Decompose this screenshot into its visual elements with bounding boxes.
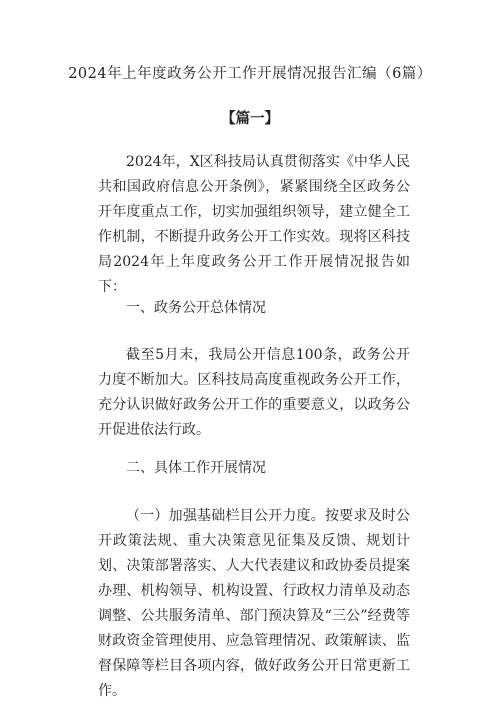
heading-specific-work: 二、具体工作开展情况 xyxy=(126,460,266,476)
heading-overall-situation: 一、政务公开总体情况 xyxy=(126,300,266,316)
paragraph-intro: 2024年，X区科技局认真贯彻落实《中华人民共和国政府信息公开条例》，紧紧围绕全区政务公开年度重点工作，切实加强组织领导，建立健全工作机制，不断提升政务公开工作实效。现将区科技局2024年上年度政务公开工作开展情况报告如下： xyxy=(98,154,410,295)
document-title: 2024年上年度政务公开工作开展情况报告汇编（6篇） xyxy=(68,66,432,82)
paragraph-overall-situation: 截至5月末，我局公开信息100条，政务公开力度不断加大。区科技局高度重视政务公开工作，充分认识做好政务公开工作的重要意义，以政务公开促进依法行政。 xyxy=(98,347,410,438)
section-title: 【篇一】 xyxy=(221,110,279,127)
paragraph-specific-work: （一）加强基础栏目公开力度。按要求及时公开政策法规、重大决策意见征集及反馈、规划计划、决策部署落实、人大代表建议和政协委员提案办理、机构领导、机构设置、行政权力清单及动态调整、公共服务清单、部门预决算及“三公”经费等财政资金管理使用、应急管理情况、政策解读、监督保障等栏目各项内容，做好政务公开日常更新工作。 xyxy=(98,508,410,699)
